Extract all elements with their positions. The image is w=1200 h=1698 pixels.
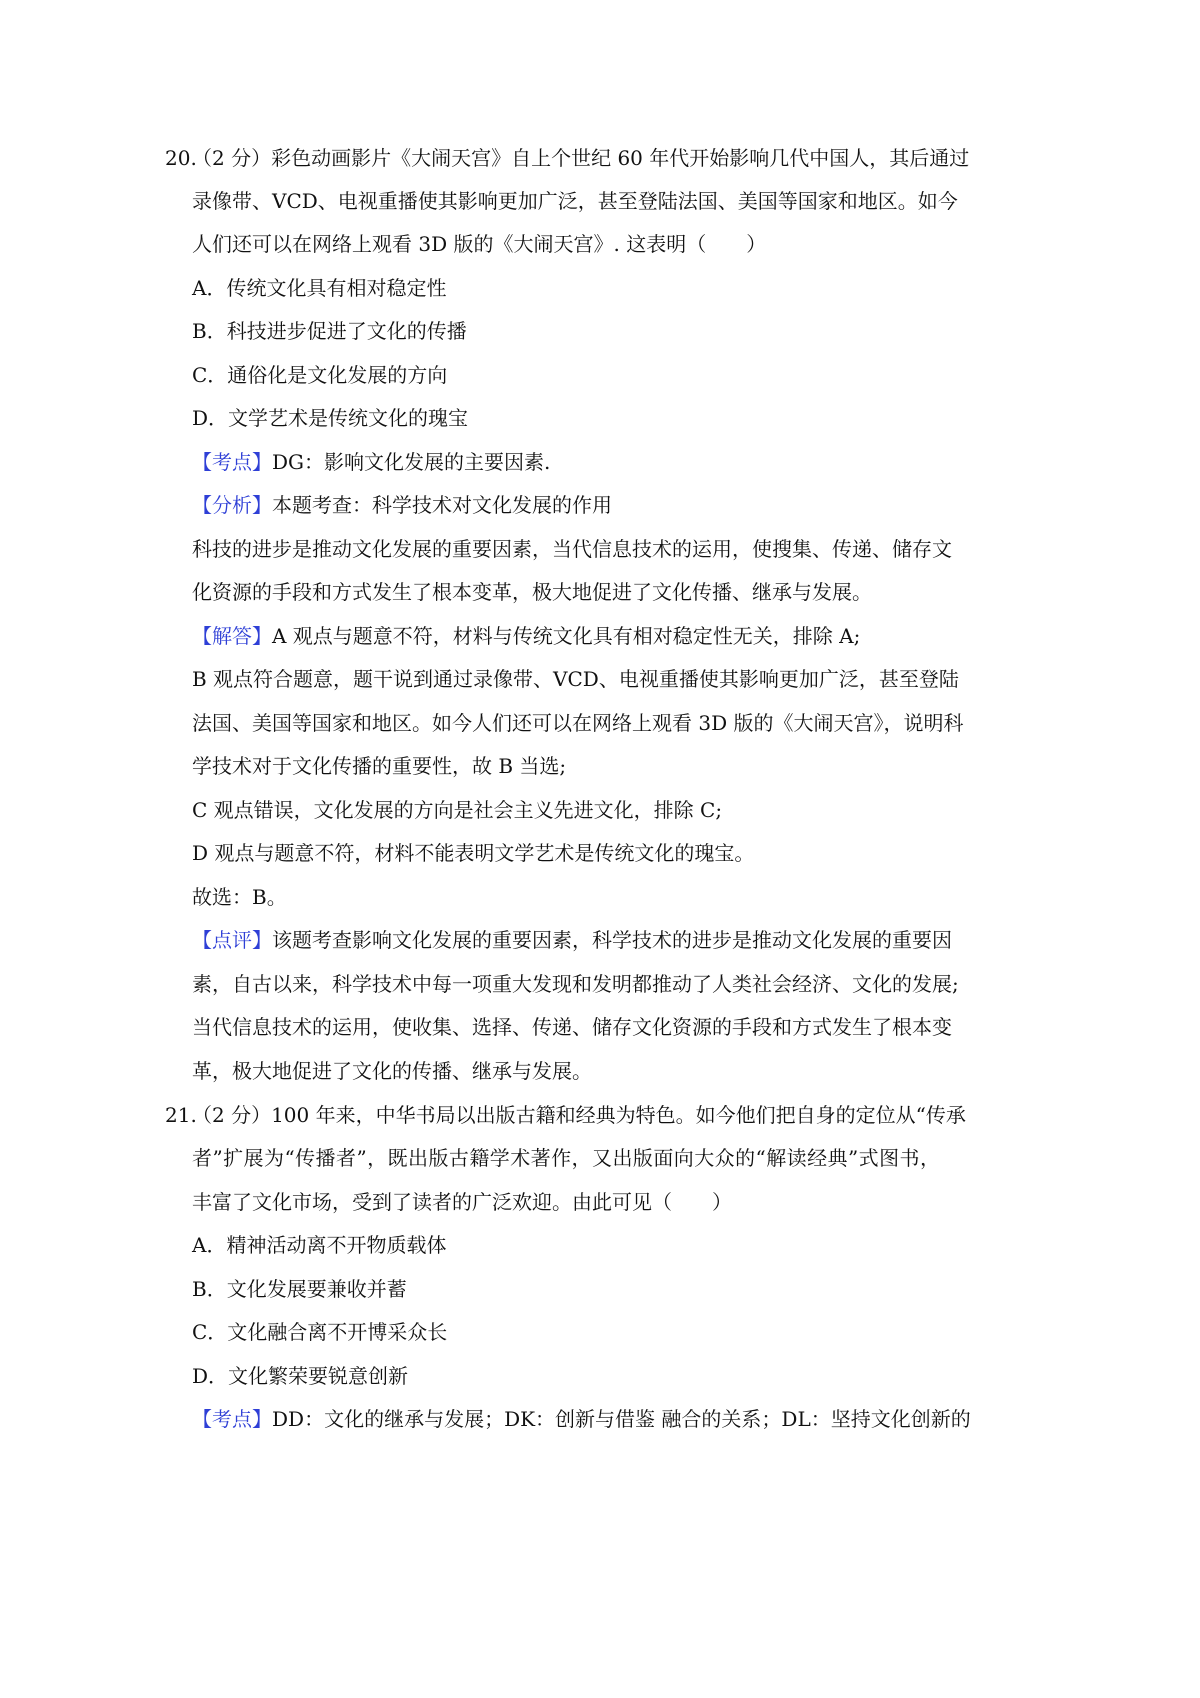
question-21-stem-line-3: 丰富了文化市场，受到了读者的广泛欢迎。由此可见（ ） bbox=[192, 1190, 732, 1214]
kaodian-tag: 【考点】 bbox=[192, 450, 272, 474]
kaodian-tag: 【考点】 bbox=[192, 1407, 272, 1431]
kaodian-text: DG：影响文化发展的主要因素. bbox=[272, 450, 551, 474]
fenxi-text: 本题考查：科学技术对文化发展的作用 bbox=[272, 493, 612, 517]
question-20-option-a: A．传统文化具有相对稳定性 bbox=[192, 276, 447, 300]
question-20-jieda-line-4: C 观点错误，文化发展的方向是社会主义先进文化，排除 C; bbox=[192, 798, 723, 822]
question-20-jieda-line-3: 学技术对于文化传播的重要性，故 B 当选; bbox=[192, 754, 567, 778]
question-20-number: 20. bbox=[165, 146, 197, 170]
question-20-option-d: D．文学艺术是传统文化的瑰宝 bbox=[192, 406, 469, 430]
question-20-jieda-line-1: B 观点符合题意，题干说到通过录像带、VCD、电视重播使其影响更加广泛，甚至登陆 bbox=[192, 667, 959, 691]
question-20-option-c: C．通俗化是文化发展的方向 bbox=[192, 363, 448, 387]
question-21-kaodian bbox=[192, 1405, 971, 1433]
question-21-option-a: A．精神活动离不开物质载体 bbox=[192, 1233, 447, 1257]
question-20-dianping-line-3: 革，极大地促进了文化的传播、继承与发展。 bbox=[192, 1059, 592, 1083]
question-20-stem-line-1: （2 分）彩色动画影片《大闹天宫》自上个世纪 60 年代开始影响几代中国人，其后通过 bbox=[192, 146, 970, 170]
question-20-stem-line-3: 人们还可以在网络上观看 3D 版的《大闹天宫》. 这表明（ ） bbox=[192, 232, 767, 256]
question-21-option-b: B．文化发展要兼收并蓄 bbox=[192, 1277, 407, 1301]
jieda-text: A 观点与题意不符，材料与传统文化具有相对稳定性无关，排除 A; bbox=[272, 624, 861, 648]
jieda-tag: 【解答】 bbox=[192, 624, 272, 648]
question-20-answer: 故选：B。 bbox=[192, 885, 287, 909]
question-21-number: 21. bbox=[165, 1103, 197, 1127]
fenxi-tag: 【分析】 bbox=[192, 493, 272, 517]
question-20-dianping-line-2: 当代信息技术的运用，使收集、选择、传递、储存文化资源的手段和方式发生了根本变 bbox=[192, 1015, 952, 1039]
question-20-dianping bbox=[192, 926, 952, 954]
question-21-stem-line-1: （2 分）100 年来，中华书局以出版古籍和经典为特色。如今他们把自身的定位从“传承 bbox=[192, 1103, 966, 1127]
question-20-fenxi-line-1: 科技的进步是推动文化发展的重要因素，当代信息技术的运用，使搜集、传递、储存文 bbox=[192, 537, 952, 561]
question-20-jieda-line-5: D 观点与题意不符，材料不能表明文学艺术是传统文化的瑰宝。 bbox=[192, 841, 755, 865]
kaodian-text: DD：文化的继承与发展；DK：创新与借鉴 融合的关系；DL：坚持文化创新的 bbox=[272, 1407, 971, 1431]
question-20-fenxi-line-2: 化资源的手段和方式发生了根本变革，极大地促进了文化传播、继承与发展。 bbox=[192, 580, 872, 604]
question-20-jieda bbox=[192, 622, 860, 650]
question-21-option-d: D．文化繁荣要锐意创新 bbox=[192, 1364, 409, 1388]
question-20-stem-line-2: 录像带、VCD、电视重播使其影响更加广泛，甚至登陆法国、美国等国家和地区。如今 bbox=[192, 189, 958, 213]
question-20-fenxi bbox=[192, 491, 612, 519]
question-20-dianping-line-1: 素，自古以来，科学技术中每一项重大发现和发明都推动了人类社会经济、文化的发展; bbox=[192, 972, 959, 996]
question-21-option-c: C．文化融合离不开博采众长 bbox=[192, 1320, 448, 1344]
dianping-text: 该题考查影响文化发展的重要因素，科学技术的进步是推动文化发展的重要因 bbox=[272, 928, 952, 952]
question-20-option-b: B．科技进步促进了文化的传播 bbox=[192, 319, 467, 343]
question-20-jieda-line-2: 法国、美国等国家和地区。如今人们还可以在网络上观看 3D 版的《大闹天宫》，说明科 bbox=[192, 711, 964, 735]
question-20-kaodian bbox=[192, 448, 550, 476]
question-21-stem-line-2: 者”扩展为“传播者”，既出版古籍学术著作，又出版面向大众的“解读经典”式图书， bbox=[192, 1146, 940, 1170]
dianping-tag: 【点评】 bbox=[192, 928, 272, 952]
